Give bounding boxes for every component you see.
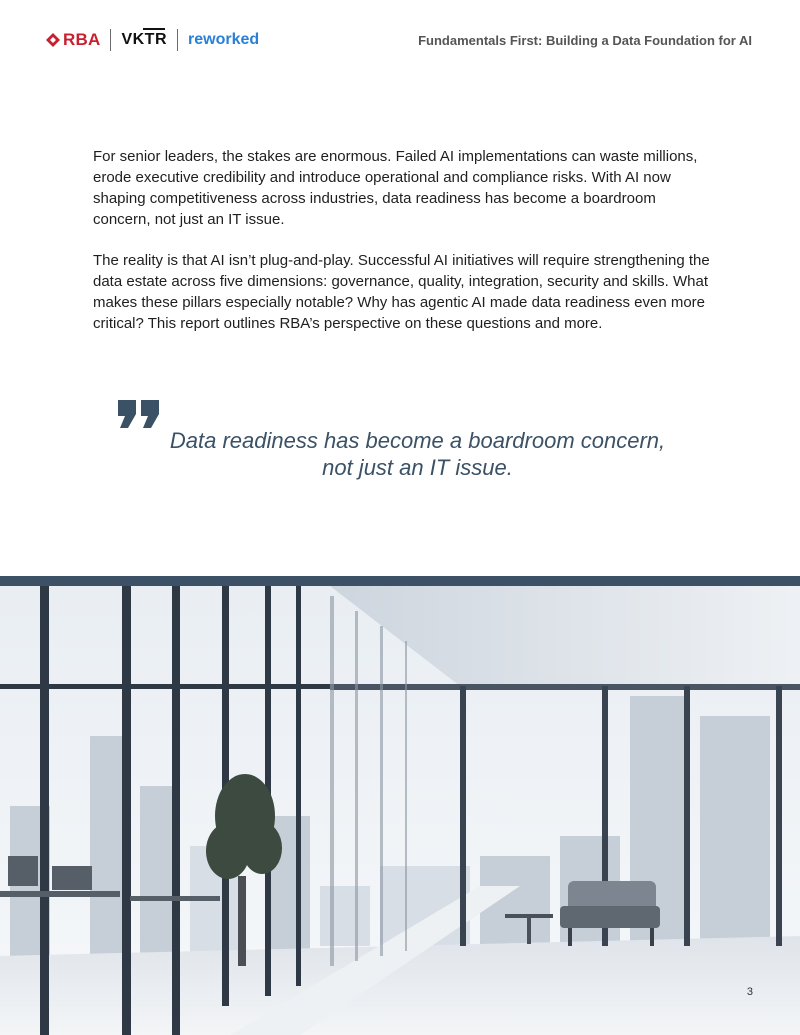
rba-logo-text: RBA — [63, 30, 101, 49]
rba-diamond-icon — [46, 33, 60, 47]
page-header — [0, 0, 800, 80]
vktr-logo — [121, 31, 167, 49]
logo-divider — [110, 29, 111, 51]
image-top-band — [0, 576, 800, 586]
document-title: Fundamentals First: Building a Data Foundation for AI — [418, 33, 752, 48]
logo-divider — [177, 29, 178, 51]
body-paragraph-2: The reality is that AI isn’t plug-and-play. Successful AI initiatives will require strengthening the data estate across five dimensions: governance, quality, integration, security and skills. What makes these pillars especially notable? Why has agentic AI made data readiness even more critical? This report outlines RBA’s perspective on these questions and more. — [93, 252, 710, 332]
reworked-logo: reworked — [188, 31, 260, 48]
quote-mark-icon — [116, 398, 162, 430]
vktr-logo-mark — [143, 28, 165, 30]
page-number: 3 — [746, 986, 753, 998]
body-paragraph-1: For senior leaders, the stakes are enormous. Failed AI implementations can waste millions, erode executive credibility and introduce operational and compliance risks. With AI now shaping competitiveness across industries, data readiness has become a boardroom concern, not just an IT issue. — [93, 148, 698, 228]
vktr-logo-text: VKTR — [121, 31, 167, 48]
partner-logos — [46, 28, 259, 52]
office-photo — [0, 586, 800, 1035]
rba-logo — [46, 30, 100, 50]
pull-quote: Data readiness has become a boardroom concern, not just an IT issue. — [169, 428, 666, 480]
office-illustration — [0, 586, 800, 1035]
